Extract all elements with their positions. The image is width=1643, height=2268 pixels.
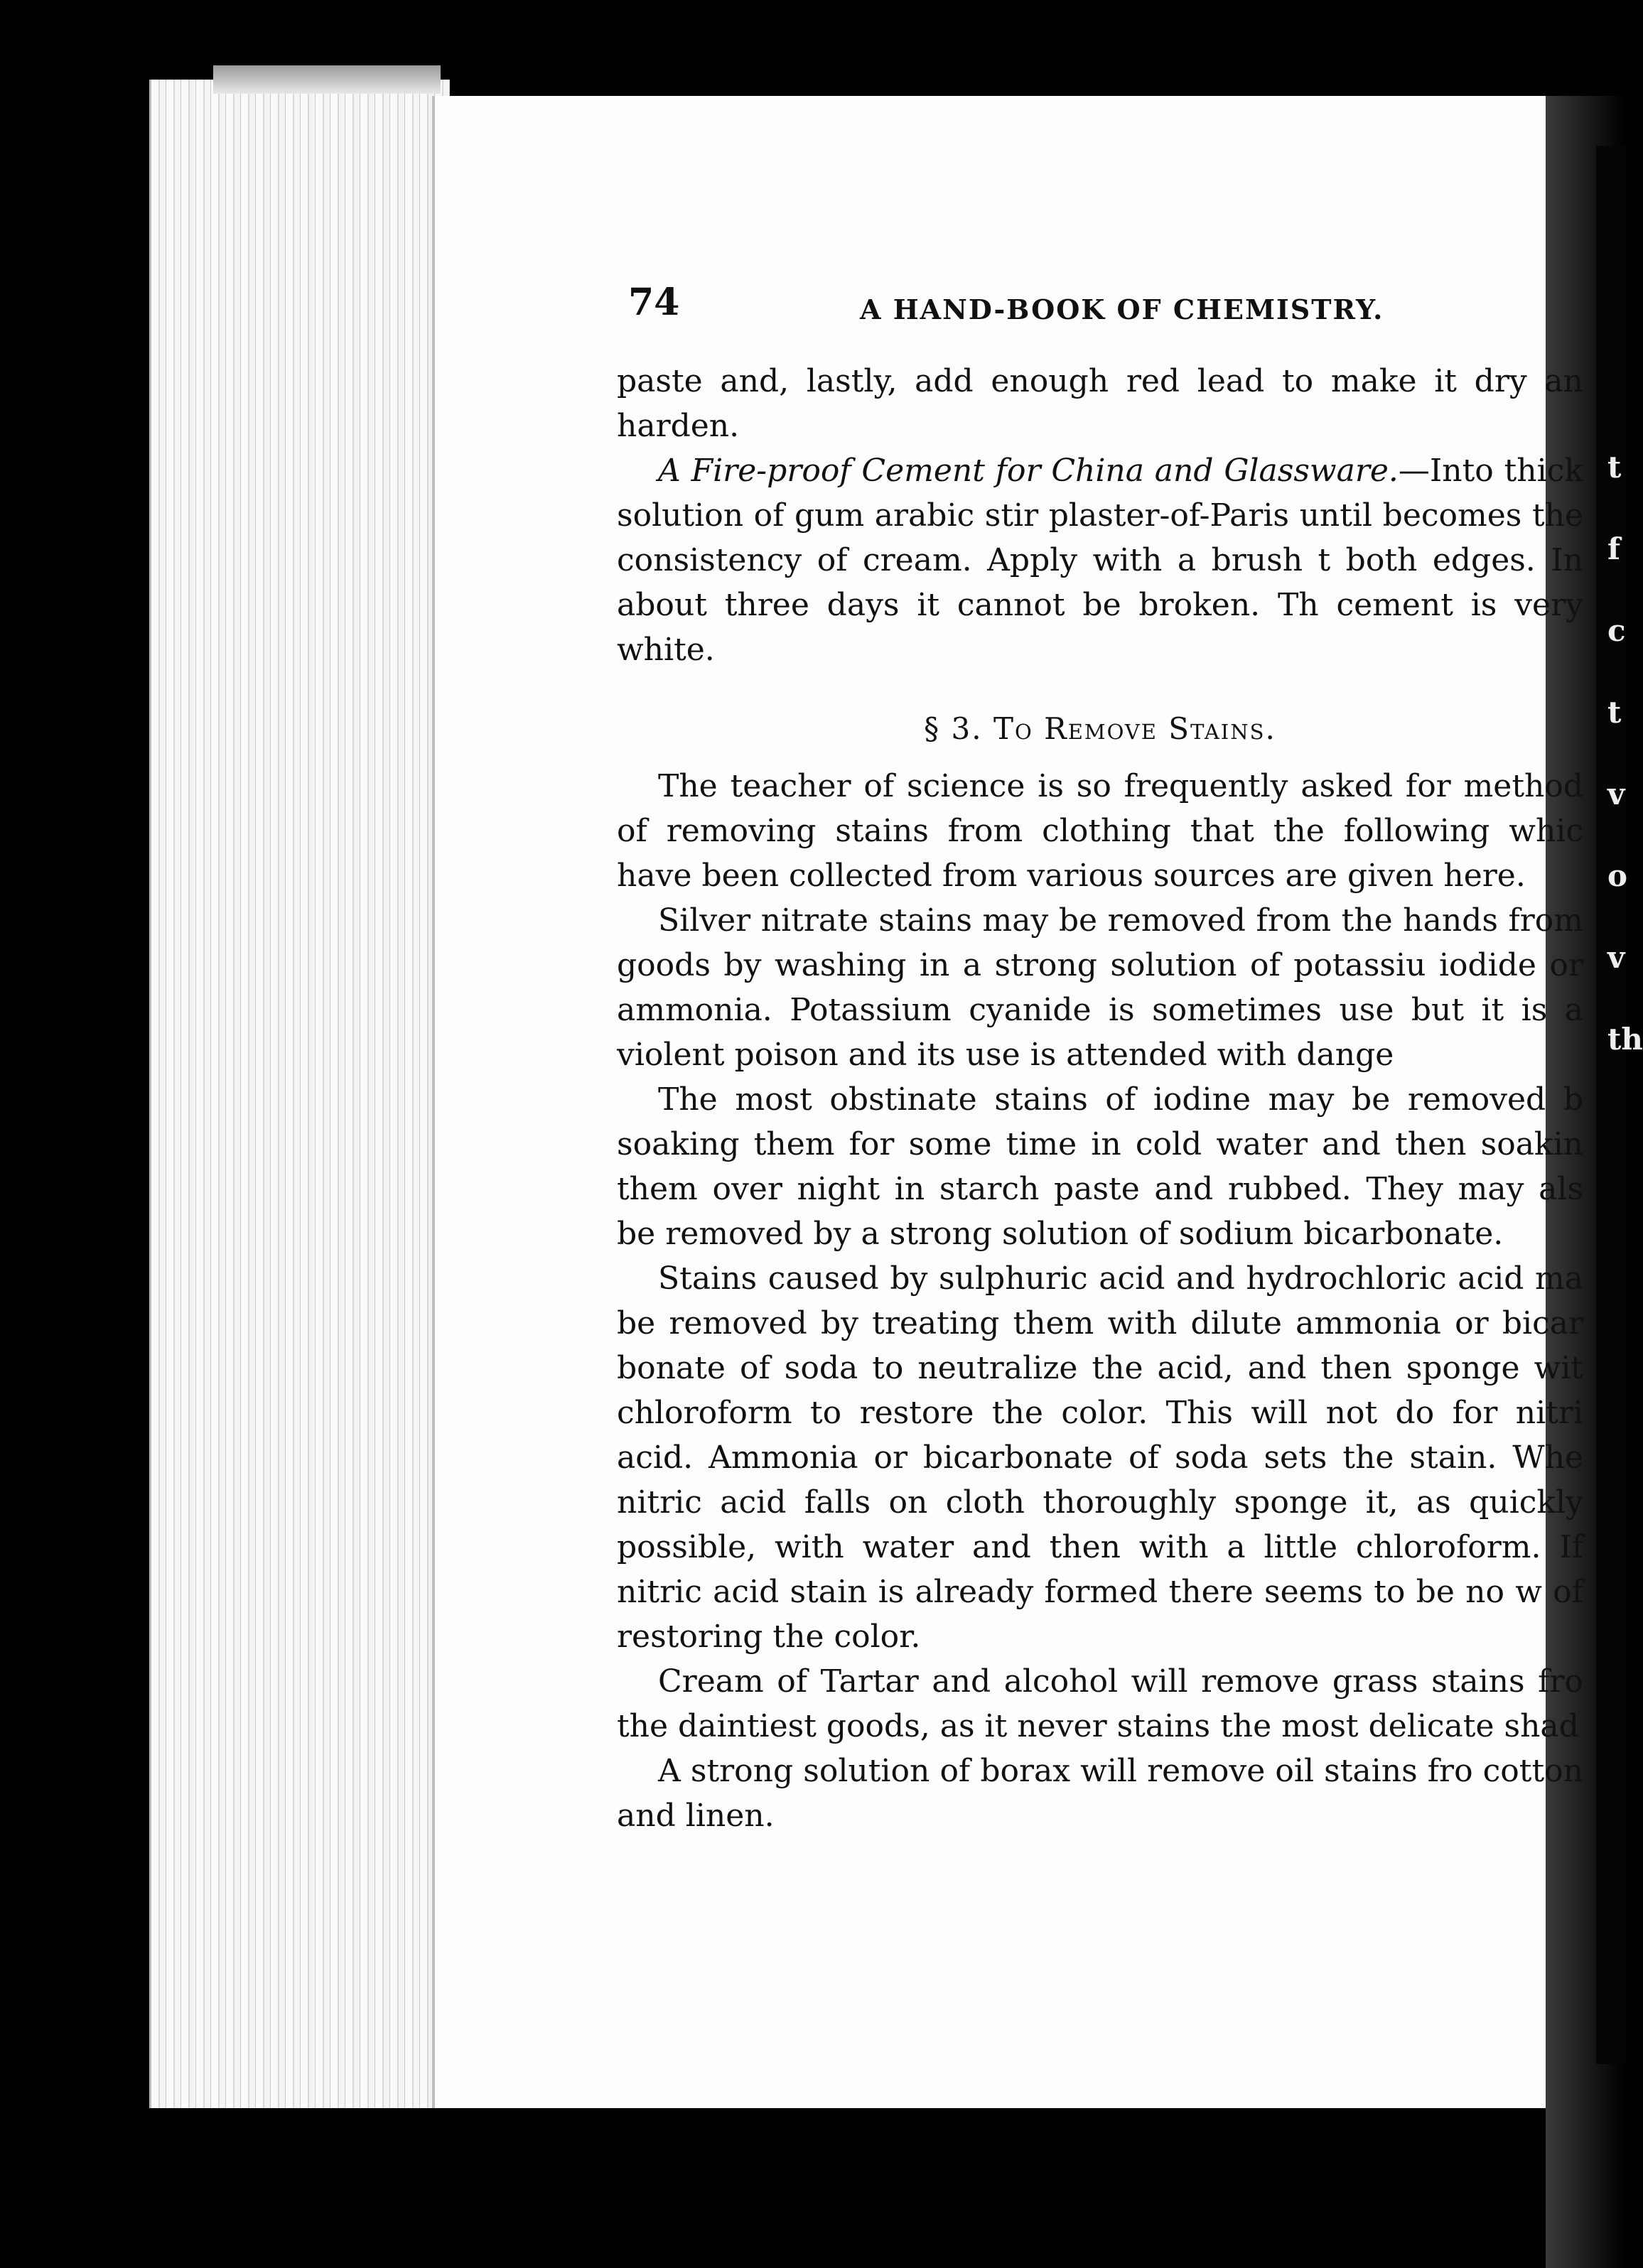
paragraph-continuation: paste and, lastly, add enough red lead to make it dry an harden. [617, 363, 1583, 444]
paragraph-intro: The teacher of science is so frequently asked for method of removing stains from clothing that the following whic have been collected from various sources are given here. [617, 768, 1583, 894]
paragraph-fireproof-cement [617, 448, 1583, 672]
fragment: t [1607, 695, 1622, 730]
fragment: t [1607, 450, 1622, 485]
paragraph-oil-stains: A strong solution of borax will remove oil stains fro cotton and linen. [617, 1753, 1583, 1834]
fragment: v [1607, 940, 1625, 975]
paragraph-acids: Stains caused by sulphuric acid and hydrochloric acid ma be removed by treating them with dilute ammonia or bicar bonate of soda to neutralize the acid, and then sponge wit chloroform to restore the color. This will not do for nitri acid. Ammonia or bicarbonate of soda sets the stain. Whe nitric acid falls on cloth thoroughly sponge it, as quickly possible, with water and then with a little chloroform. If nitric acid stain is already formed there seems to be no w of restoring the color. [617, 1260, 1583, 1655]
section-heading: § 3. To Remove Stains. [924, 711, 1276, 746]
paragraph-title: A Fire-proof Cement for China and Glassware. [658, 453, 1399, 489]
paragraph-text: —Into thick solution of gum arabic stir plaster-of-Paris until becomes the consistency of cream. Apply with a brush t both edges. In about three days it cannot be broken. Th cement is very white. [617, 453, 1583, 668]
page-content [617, 281, 1583, 1838]
fragment: o [1607, 858, 1628, 893]
stacked-page-edges [149, 80, 450, 2108]
fragment: v [1607, 777, 1625, 811]
running-head: A HAND-BOOK OF CHEMISTRY. [860, 293, 1384, 325]
page-edges-top-shadow [213, 65, 441, 94]
paragraph-grass-stains: Cream of Tartar and alcohol will remove grass stains fro the daintiest goods, as it never stains the most delicate shad [617, 1663, 1583, 1744]
paragraph-silver-nitrate: Silver nitrate stains may be removed from the hands from goods by washing in a strong solution of potassiu iodide or ammonia. Potassium cyanide is sometimes use but it is a violent poison and its use is attended with dange [617, 902, 1583, 1073]
page-header [617, 281, 1583, 330]
fragment: c [1607, 613, 1626, 648]
paragraph-iodine: The most obstinate stains of iodine may be removed b soaking them for some time in cold water and then soakin them over night in starch paste and rubbed. They may als be removed by a strong solution of sodium bicarbonate. [617, 1081, 1583, 1252]
fragment: th [1607, 1022, 1643, 1057]
fragment: f [1607, 531, 1621, 566]
facing-page-fragments [1607, 426, 1643, 1080]
page-number: 74 [628, 281, 680, 324]
